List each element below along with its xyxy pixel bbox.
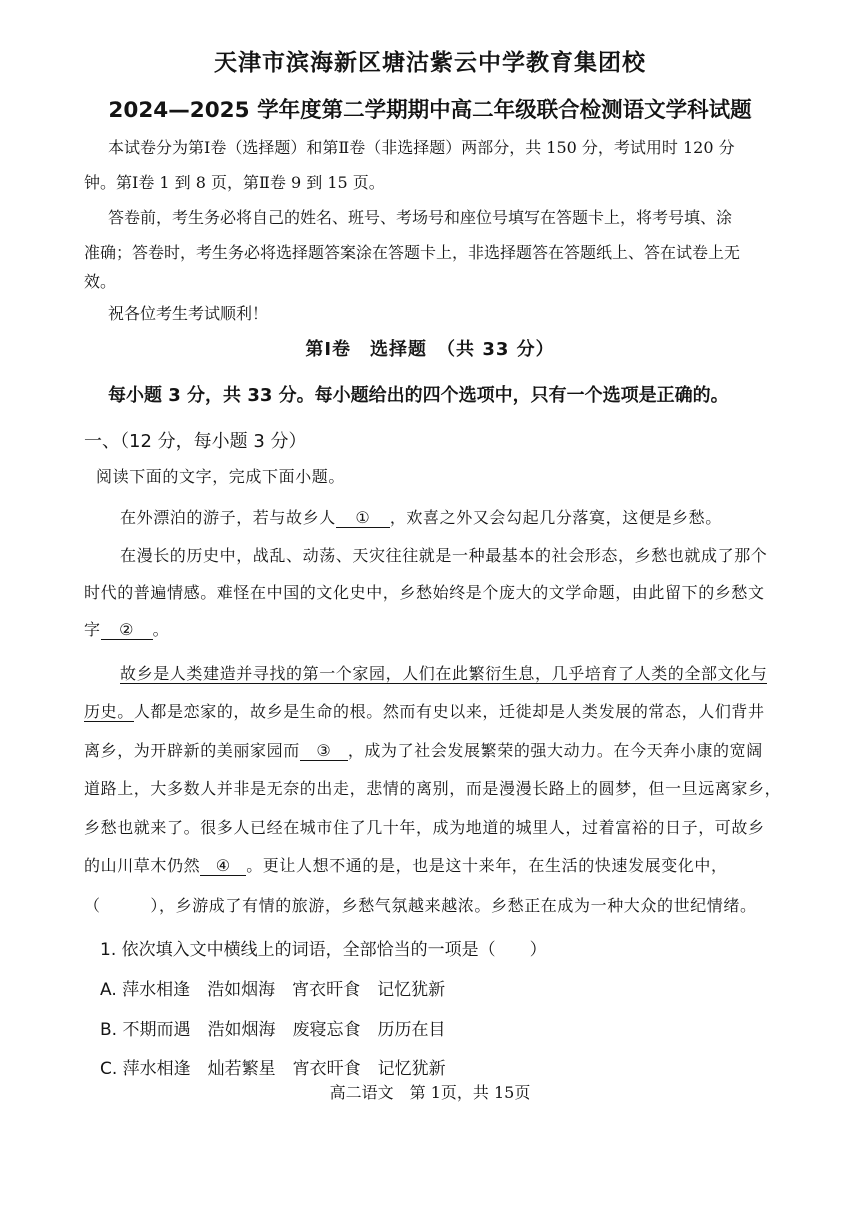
instructions-line: 准确；答卷时，考生务必将选择题答案涂在答题卡上，非选择题答在答题纸上、答在试卷上无 <box>84 243 741 262</box>
scoring-rule: 每小题 3 分，共 33 分。每小题给出的四个选项中，只有一个选项是正确的。 <box>108 385 729 406</box>
section-title: 第Ⅰ卷 选择题 （共 33 分） <box>305 339 555 360</box>
passage-line <box>84 853 728 876</box>
exam-title: 2024—2025 学年度第二学期期中高二年级联合检测语文学科试题 <box>108 98 752 123</box>
passage-text: 人都是恋家的，故乡是生命的根。然而有史以来，迁徙却是人类发展的常态，人们背井 <box>133 702 765 721</box>
passage-line: 时代的普遍情感。难怪在中国的文化史中，乡愁始终是个庞大的文学命题，由此留下的乡愁文 <box>84 583 765 602</box>
instructions-line: 效。 <box>84 272 117 291</box>
passage-line <box>84 699 765 722</box>
blank-3: ③ <box>300 742 348 761</box>
blank-4: ④ <box>200 857 246 876</box>
instructions-line: 本试卷分为第Ⅰ卷（选择题）和第Ⅱ卷（非选择题）两部分，共 150 分，考试用时 120 分 <box>108 138 735 157</box>
passage-line <box>120 661 767 684</box>
page-footer: 高二语文 第 1页，共 15页 <box>329 1083 531 1102</box>
passage-line <box>84 617 169 640</box>
passage-line: 在漫长的历史中，战乱、动荡、天灾往往就是一种最基本的社会形态，乡愁也就成了那个 <box>120 546 768 565</box>
passage-line: 乡愁也就来了。很多人已经在城市住了几十年，成为地道的城里人，过着富裕的日子，可故乡 <box>84 818 765 837</box>
passage-line: 道路上，大多数人并非是无奈的出走，悲情的离别，而是漫漫长路上的圆梦，但一旦远离家乡， <box>84 779 782 798</box>
passage-text: 在外漂泊的游子，若与故乡人 <box>120 508 336 527</box>
instructions-line: 答卷前，考生务必将自己的姓名、班号、考场号和座位号填写在答题卡上，将考号填、涂 <box>108 208 733 227</box>
reading-directive: 阅读下面的文字，完成下面小题。 <box>96 467 346 486</box>
passage-text: 。更让人想不通的是，也是这十来年，在生活的快速发展变化中， <box>246 856 728 875</box>
passage-text: 字 <box>84 620 101 639</box>
passage-text: 。 <box>152 620 170 639</box>
blank-2: ② <box>101 621 153 640</box>
question-stem: 1. 依次填入文中横线上的词语，全部恰当的一项是（ ） <box>100 940 547 960</box>
school-title: 天津市滨海新区塘沽紫云中学教育集团校 <box>214 50 646 76</box>
passage-line <box>120 505 722 528</box>
option-a: A. 萍水相逢 浩如烟海 宵衣旰食 记忆犹新 <box>100 980 446 1000</box>
option-c: C. 萍水相逢 灿若繁星 宵衣旰食 记忆犹新 <box>100 1059 446 1079</box>
passage-text: 离乡，为开辟新的美丽家园而 <box>84 741 300 760</box>
underlined-sentence: 故乡是人类建造并寻找的第一个家园，人们在此繁衍生息，几乎培育了人类的全部文化与 <box>120 664 768 683</box>
part-heading: 一、（12 分，每小题 3 分） <box>84 431 307 452</box>
instructions-line: 钟。第Ⅰ卷 1 到 8 页，第Ⅱ卷 9 到 15 页。 <box>84 173 385 192</box>
passage-text: ，成为了社会发展繁荣的强大动力。在今天奔小康的宽阔 <box>347 741 763 760</box>
underlined-sentence-end: 历史。 <box>84 702 134 721</box>
exam-wish: 祝各位考生考试顺利！ <box>108 304 269 323</box>
passage-line: （ ），乡游成了有情的旅游，乡愁气氛越来越浓。乡愁正在成为一种大众的世纪情绪。 <box>84 896 757 915</box>
blank-1: ① <box>336 509 390 528</box>
passage-text: ，欢喜之外又会勾起几分落寞，这便是乡愁。 <box>389 508 722 527</box>
option-b: B. 不期而遇 浩如烟海 废寝忘食 历历在目 <box>100 1020 446 1040</box>
passage-line <box>84 738 763 761</box>
passage-text: 的山川草木仍然 <box>84 856 201 875</box>
